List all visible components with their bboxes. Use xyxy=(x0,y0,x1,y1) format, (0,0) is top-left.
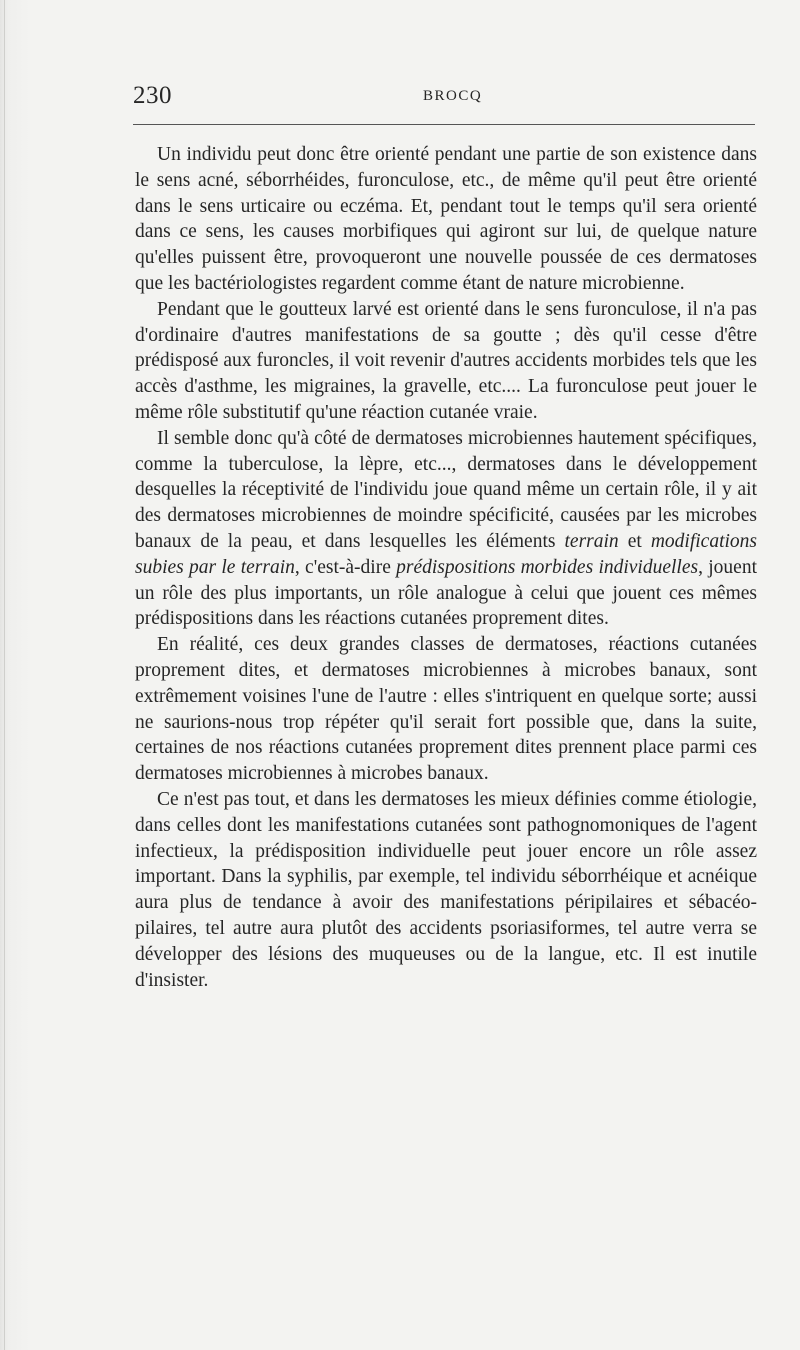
paragraph-3-text-d: , jouent un rôle des plus importants, un rôle analogue à celui que jouent ces mêmes prédispositions dans les réactions cutanées proprement dites. xyxy=(135,556,757,630)
page-number: 230 xyxy=(133,82,172,109)
paragraph-4: En réalité, ces deux grandes classes de dermatoses, réactions cutanées proprement dites, et dermatoses microbiennes à microbes banaux, sont extrêmement voisines l'une de l'autre : elles s'intriquent en quelque sorte; aussi ne saurions-nous trop répéter qu'il serait fort possible que, dans la suite, certaines de nos réactions cutanées proprement dites prennent place parmi ces dermatoses microbiennes à microbes banaux. xyxy=(135,634,757,785)
paragraph-1: Un individu peut donc être orienté pendant une partie de son existence dans le sens acné, séborrhéides, furonculose, etc., de même qu'il peut être orienté dans le sens urticaire ou eczéma. Et, pendant tout le temps qu'il sera orienté dans ce sens, les causes morbifiques qui agiront sur lui, de quelque nature qu'elles puissent être, provoqueront une nouvelle poussée de ces dermatoses que les bactériologistes regardent comme étant de nature microbienne. xyxy=(135,144,757,294)
header-rule xyxy=(133,124,755,125)
italic-modifications: modifications subies par le terrain xyxy=(135,530,757,578)
page-gutter-edge xyxy=(4,0,5,1350)
paragraph-3 xyxy=(135,426,757,632)
italic-predispositions: prédispositions morbides individuelles xyxy=(396,556,699,578)
body-text xyxy=(135,142,757,993)
running-head: BROCQ xyxy=(423,88,483,104)
paragraph-3-text-b: et xyxy=(618,530,651,552)
page-header xyxy=(133,82,755,116)
paragraph-3-text-a: Il semble donc qu'à côté de dermatoses microbiennes hautement spécifiques, comme la tuberculose, la lèpre, etc..., dermatoses dans le développement desquelles la réceptivité de l'individu joue quand même un certain rôle, il y ait des dermatoses microbiennes de moindre spécificité, causées par les microbes banaux de la peau, et dans lesquelles les éléments xyxy=(135,427,757,552)
italic-terrain: terrain xyxy=(564,530,619,552)
paragraph-3-text-c: , c'est-à-dire xyxy=(294,556,397,578)
paragraph-2: Pendant que le goutteux larvé est orienté dans le sens furonculose, il n'a pas d'ordinaire d'autres manifestations de sa goutte ; dès qu'il cesse d'être prédisposé aux furoncles, il voit revenir d'autres accidents morbides tels que les accès d'asthme, les migraines, la gravelle, etc.... La furonculose peut jouer le même rôle substitutif qu'une réaction cutanée vraie. xyxy=(135,298,757,423)
paragraph-5: Ce n'est pas tout, et dans les dermatoses les mieux définies comme étiologie, dans celles dont les manifestations cutanées sont pathognomoniques de l'agent infectieux, la prédisposition individuelle peut jouer encore un rôle assez important. Dans la syphilis, par exemple, tel individu séborrhéique et acnéique aura plus de tendance à avoir des manifestations péripilaires et sébacéo-pilaires, tel autre aura plutôt des accidents psoriasiformes, tel autre verra se développer des lésions des muqueuses ou de la langue, etc. Il est inutile d'insister. xyxy=(135,788,757,991)
